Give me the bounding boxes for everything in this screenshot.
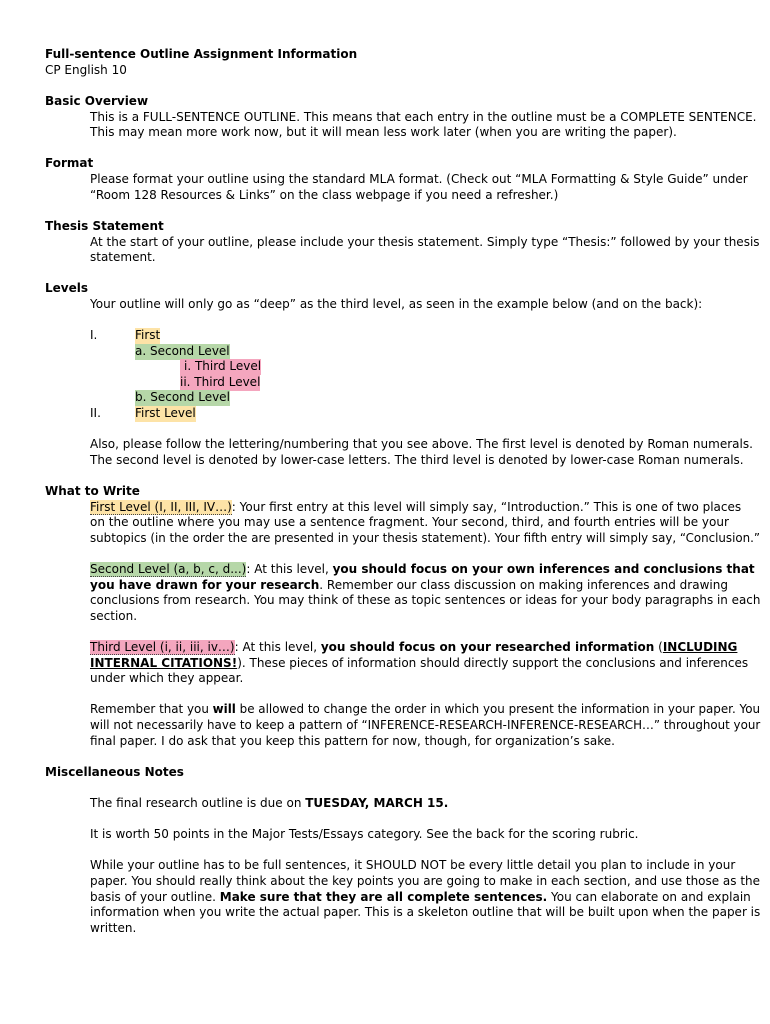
section-heading-format: Format (45, 156, 94, 170)
paragraph-line: Please format your outline using the standard MLA format. (Check out “MLA Formatting & Style Guide” under (90, 172, 748, 186)
paragraph-line: Also, please follow the lettering/numbering that you see above. The first level is denoted by Roman numerals. (90, 437, 753, 451)
paragraph-line: The second level is denoted by lower-case letters. The third level is denoted by lower-case Roman numerals. (90, 453, 744, 467)
paragraph-line: conclusions from research. You may think of these as topic sentences or ideas for your body paragraphs in each (90, 593, 761, 607)
outline-roman-numeral: II. (90, 406, 101, 420)
paragraph-line: First Level (I, II, III, IV…): Your first entry at this level will simply say, “Introduction.” This is one of two places (90, 500, 742, 514)
second-level-label: Second Level (a, b, c, d...) (90, 562, 247, 576)
document-title: Full-sentence Outline Assignment Information (45, 47, 358, 61)
section-heading-thesis: Thesis Statement (45, 219, 164, 233)
paragraph-line: section. (90, 609, 138, 623)
paragraph-line: It is worth 50 points in the Major Tests/Essays category. See the back for the scoring rubric. (90, 827, 639, 841)
paragraph-line: you have drawn for your research. Remember our class discussion on making inferences and drawing (90, 578, 728, 592)
paragraph-line: information when you write the actual paper. This is a skeleton outline that will be built upon when the paper is (90, 905, 761, 919)
paragraph-line: At the start of your outline, please include your thesis statement. Simply type “Thesis:” followed by your thesis (90, 235, 760, 249)
paragraph-line: paper. You should really think about the key points you are going to make in each section, and use those as the (90, 874, 760, 888)
third-level-label: Third Level (i, ii, iii, iv…) (90, 640, 235, 654)
due-date: TUESDAY, MARCH 15. (305, 796, 449, 810)
paragraph-line: This may mean more work now, but it will mean less work later (when you are writing the paper). (90, 125, 677, 139)
paragraph-line: “Room 128 Resources & Links” on the class webpage if you need a refresher.) (90, 188, 559, 202)
outline-first-level: First (135, 328, 160, 345)
paragraph-line: subtopics (in the order the are presented in your thesis statement). Your fifth entry will simply say, “Conclusion.” (90, 531, 761, 545)
due-date-line: The final research outline is due on TUESDAY, MARCH 15. (90, 796, 449, 810)
outline-second-level: b. Second Level (135, 390, 230, 404)
section-heading-what-to-write: What to Write (45, 484, 140, 498)
paragraph-line: final paper. I do ask that you keep this pattern for now, though, for organization’s sake. (90, 734, 615, 748)
paragraph-line: will not necessarily have to keep a pattern of “INFERENCE-RESEARCH-INFERENCE-RESEARCH…” throughout your (90, 718, 761, 732)
outline-second-level: a. Second Level (135, 344, 230, 358)
paragraph-line: statement. (90, 250, 156, 264)
paragraph-line: basis of your outline. Make sure that they are all complete sentences. You can elaborate on and explain (90, 890, 751, 904)
course-name: CP English 10 (45, 63, 127, 77)
section-heading-basic-overview: Basic Overview (45, 94, 149, 108)
paragraph-line: written. (90, 921, 137, 935)
outline-roman-numeral: I. (90, 328, 98, 342)
outline-first-level: First Level (135, 406, 196, 420)
outline-third-level: ii. Third Level (180, 375, 261, 389)
paragraph-line: Your outline will only go as “deep” as the third level, as seen in the example below (and on the back): (90, 297, 703, 311)
outline-third-level: i. Third Level (180, 359, 261, 375)
paragraph-line: on the outline where you may use a sentence fragment. Your second, third, and fourth entries will be your (90, 515, 729, 529)
paragraph-line: Second Level (a, b, c, d...): At this level, you should focus on your own inferences and conclusions that (90, 562, 755, 576)
paragraph-line: Remember that you will be allowed to change the order in which you present the information in your paper. You (90, 702, 761, 716)
first-level-label: First Level (I, II, III, IV…) (90, 500, 232, 514)
paragraph-line: While your outline has to be full sentences, it SHOULD NOT be every little detail you plan to include in your (90, 858, 736, 872)
section-heading-misc-notes: Miscellaneous Notes (45, 765, 184, 779)
paragraph-line: INTERNAL CITATIONS!). These pieces of information should directly support the conclusions and inferences (90, 656, 749, 670)
section-heading-levels: Levels (45, 281, 89, 295)
paragraph-line: Third Level (i, ii, iii, iv…): At this level, you should focus on your researched information (INCLUDING (90, 640, 738, 654)
paragraph-line: under which they appear. (90, 671, 244, 685)
paragraph-line: This is a FULL-SENTENCE OUTLINE. This means that each entry in the outline must be a COMPLETE SENTENCE. (90, 110, 757, 124)
